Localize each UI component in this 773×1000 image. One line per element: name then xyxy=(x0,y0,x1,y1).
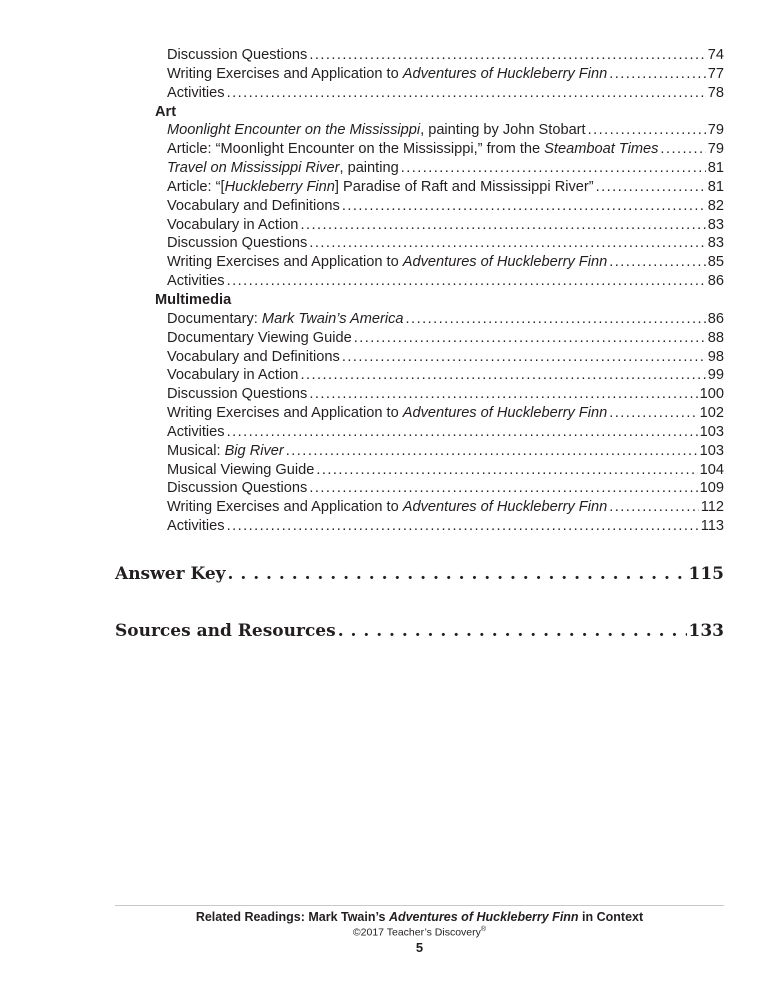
entry-label xyxy=(167,366,298,385)
toc-entry[interactable] xyxy=(155,498,724,517)
dot-leader xyxy=(609,253,706,272)
entry-page: 103 xyxy=(699,423,724,440)
entry-page: 113 xyxy=(700,518,724,535)
label-segment: Adventures of Huckleberry Finn xyxy=(402,65,608,82)
dot-leader xyxy=(316,461,697,480)
label-segment: in Context xyxy=(578,910,644,924)
label-segment: Activities xyxy=(167,273,225,290)
entry-label xyxy=(167,65,607,84)
entry-page: 74 xyxy=(707,47,724,63)
dot-leader xyxy=(227,517,699,536)
toc-entry-sources-and-resources[interactable] xyxy=(115,621,724,641)
entry-label xyxy=(167,404,607,423)
label-segment: Adventures of Huckleberry Finn xyxy=(402,499,608,516)
entry-page: 88 xyxy=(707,329,724,346)
entry-label xyxy=(167,178,594,197)
dot-leader xyxy=(588,121,706,140)
label-segment: ] Paradise of Raft and Mississippi River” xyxy=(334,178,594,195)
dot-leader xyxy=(609,65,706,84)
entry-page: 112 xyxy=(700,499,724,516)
label-segment: Related Readings: Mark Twain’s xyxy=(195,910,389,924)
label-segment: Writing Exercises and Application to xyxy=(167,405,403,422)
toc-entry[interactable] xyxy=(155,329,724,348)
entry-page: 77 xyxy=(707,65,724,82)
dot-leader xyxy=(300,366,705,385)
toc-entry[interactable] xyxy=(155,442,724,461)
label-segment: Adventures of Huckleberry Finn xyxy=(388,910,579,924)
entry-label xyxy=(167,140,658,159)
table-of-contents xyxy=(155,46,724,536)
toc-entry[interactable] xyxy=(155,366,724,385)
entry-label xyxy=(167,46,307,65)
dot-leader xyxy=(227,84,706,103)
dot-leader xyxy=(309,385,697,404)
dot-leader xyxy=(609,404,697,423)
dot-leader xyxy=(309,46,705,65)
label-segment: Discussion Questions xyxy=(167,47,308,63)
label-segment: Writing Exercises and Application to xyxy=(167,499,403,516)
dot-leader xyxy=(309,234,705,253)
dot-leader xyxy=(227,423,698,442)
entry-label: Sources and Resources xyxy=(115,621,336,641)
label-segment: Vocabulary in Action xyxy=(167,367,299,384)
entry-label xyxy=(167,84,225,103)
label-segment: Huckleberry Finn xyxy=(224,178,335,195)
entry-label xyxy=(167,197,340,216)
label-segment: Steamboat Times xyxy=(544,141,659,158)
label-segment: Writing Exercises and Application to xyxy=(167,65,403,82)
label-segment: Musical: xyxy=(167,442,225,459)
entry-label xyxy=(167,423,225,442)
entry-label xyxy=(167,498,607,517)
toc-entry[interactable] xyxy=(155,404,724,423)
entry-label xyxy=(155,291,231,310)
footer-copyright xyxy=(115,926,724,939)
entry-page: 83 xyxy=(707,235,724,252)
toc-entry[interactable] xyxy=(155,216,724,235)
dot-leader xyxy=(660,140,705,159)
toc-section-heading xyxy=(155,103,724,122)
label-segment: Mark Twain’s America xyxy=(261,310,404,327)
toc-entry[interactable] xyxy=(155,46,724,65)
dot-leader xyxy=(342,348,706,367)
entry-label xyxy=(167,385,307,404)
toc-entry[interactable] xyxy=(155,461,724,480)
toc-entry[interactable] xyxy=(155,234,724,253)
entry-page: 100 xyxy=(699,386,724,403)
entry-label xyxy=(167,517,225,536)
toc-entry[interactable] xyxy=(155,385,724,404)
entry-page: 79 xyxy=(707,122,724,139)
dot-leader xyxy=(286,442,698,461)
label-segment: Writing Exercises and Application to xyxy=(167,254,403,271)
label-segment: Documentary Viewing Guide xyxy=(167,329,352,346)
entry-page: 82 xyxy=(707,197,724,214)
entry-label xyxy=(167,216,298,235)
registered-mark: ® xyxy=(480,926,487,933)
label-segment: Discussion Questions xyxy=(167,480,308,497)
label-segment: Article: “Moonlight Encounter on the Mississippi,” from the xyxy=(167,141,545,158)
page-footer xyxy=(115,910,724,955)
footer-title xyxy=(115,910,724,924)
entry-page: 115 xyxy=(688,564,724,584)
toc-entry[interactable] xyxy=(155,121,724,140)
entry-label xyxy=(167,121,586,140)
entry-page: 99 xyxy=(707,367,724,384)
entry-page: 78 xyxy=(707,84,724,101)
toc-entry[interactable] xyxy=(155,423,724,442)
toc-entry[interactable] xyxy=(155,197,724,216)
entry-page: 109 xyxy=(699,480,724,497)
label-segment: Vocabulary in Action xyxy=(167,216,299,233)
page-number: 5 xyxy=(415,939,424,955)
entry-page: 86 xyxy=(707,273,724,290)
entry-label xyxy=(167,479,307,498)
dot-leader xyxy=(609,498,699,517)
label-segment: Multimedia xyxy=(155,291,232,308)
toc-entry[interactable] xyxy=(155,517,724,536)
label-segment: Travel on Mississippi River xyxy=(167,160,340,177)
footer-divider xyxy=(115,905,724,906)
entry-label xyxy=(167,310,404,329)
entry-label xyxy=(167,272,225,291)
label-segment: Art xyxy=(155,103,177,120)
entry-label xyxy=(155,103,176,122)
label-segment: Musical Viewing Guide xyxy=(167,461,315,478)
toc-entry[interactable] xyxy=(155,479,724,498)
entry-page: 86 xyxy=(707,310,724,327)
entry-page: 85 xyxy=(707,254,724,271)
entry-page: 133 xyxy=(688,621,724,641)
entry-label xyxy=(167,348,340,367)
dot-leader xyxy=(401,159,706,178)
toc-entry[interactable] xyxy=(155,348,724,367)
dot-leader xyxy=(338,621,687,641)
dot-leader xyxy=(354,329,706,348)
label-segment: Big River xyxy=(224,442,284,459)
entry-page: 81 xyxy=(707,178,724,195)
toc-entry[interactable] xyxy=(155,84,724,103)
dot-leader xyxy=(228,564,687,584)
label-segment: Vocabulary and Definitions xyxy=(167,197,340,214)
entry-page: 81 xyxy=(707,160,724,177)
label-segment: , painting by John Stobart xyxy=(420,122,586,139)
dot-leader xyxy=(406,310,706,329)
copyright-text: ©2017 Teacher’s Discovery xyxy=(352,926,481,939)
entry-page: 79 xyxy=(707,141,724,158)
entry-page: 83 xyxy=(707,216,724,233)
label-segment: , painting xyxy=(339,160,399,177)
entry-label xyxy=(167,234,307,253)
label-segment: Article: “[ xyxy=(167,178,225,195)
toc-entry[interactable] xyxy=(155,178,724,197)
entry-label xyxy=(167,253,607,272)
entry-page: 98 xyxy=(707,348,724,365)
label-segment: Activities xyxy=(167,84,225,101)
entry-label xyxy=(167,159,399,178)
toc-entry[interactable] xyxy=(155,159,724,178)
toc-entry[interactable] xyxy=(155,140,724,159)
dot-leader xyxy=(227,272,706,291)
label-segment: Documentary: xyxy=(167,310,262,327)
label-segment: Adventures of Huckleberry Finn xyxy=(402,405,608,422)
dot-leader xyxy=(596,178,706,197)
dot-leader xyxy=(342,197,706,216)
toc-entry-answer-key[interactable] xyxy=(115,564,724,584)
label-segment: Vocabulary and Definitions xyxy=(167,348,340,365)
entry-page: 104 xyxy=(699,461,724,478)
toc-entry[interactable] xyxy=(155,310,724,329)
toc-entry[interactable] xyxy=(155,272,724,291)
entry-label xyxy=(167,329,352,348)
label-segment: Discussion Questions xyxy=(167,235,308,252)
dot-leader xyxy=(309,479,697,498)
toc-section-heading xyxy=(155,291,724,310)
label-segment: Activities xyxy=(167,423,225,440)
entry-label xyxy=(167,461,314,480)
label-segment: Moonlight Encounter on the Mississippi xyxy=(167,122,421,139)
entry-label xyxy=(167,442,284,461)
toc-entry[interactable] xyxy=(155,253,724,272)
label-segment: Activities xyxy=(167,518,225,535)
entry-page: 103 xyxy=(699,442,724,459)
toc-entry[interactable] xyxy=(155,65,724,84)
label-segment: Adventures of Huckleberry Finn xyxy=(402,254,608,271)
entry-page: 102 xyxy=(699,405,724,422)
label-segment: Discussion Questions xyxy=(167,386,308,403)
dot-leader xyxy=(300,216,705,235)
entry-label: Answer Key xyxy=(115,564,226,584)
